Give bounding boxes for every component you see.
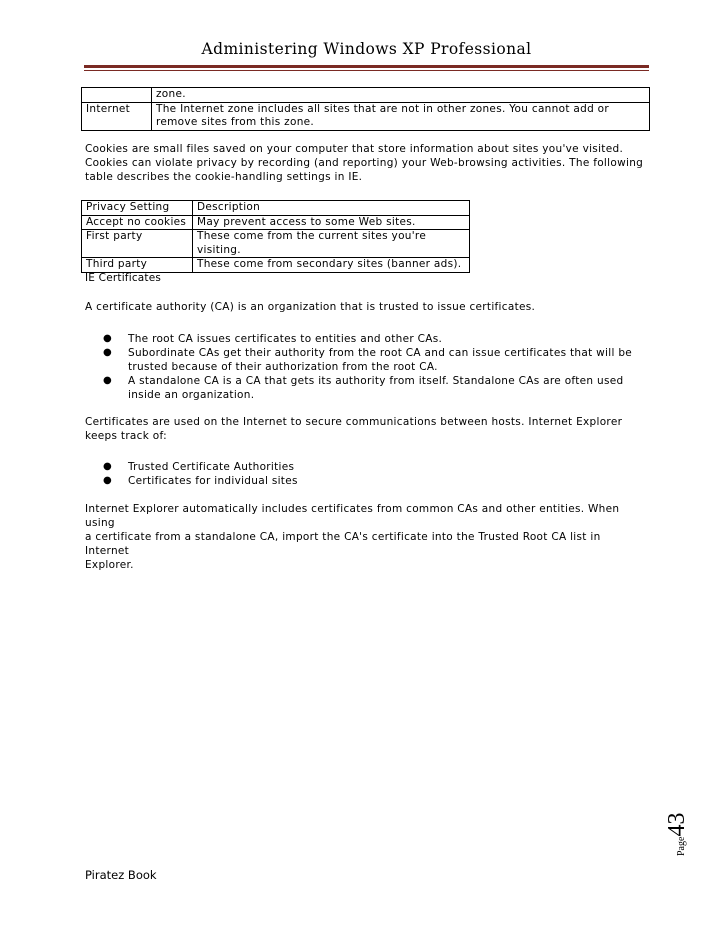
privacy-description-cell: These come from the current sites you're visiting. — [193, 230, 470, 258]
page-number-rotated — [664, 813, 691, 856]
list-item — [85, 474, 645, 488]
ca-bullet-list — [85, 332, 645, 402]
header-rule-thin — [84, 70, 649, 71]
list-item-line: trusted because of their authorization from the root CA. — [128, 361, 438, 373]
zones-table — [81, 87, 650, 131]
privacy-description-cell: These come from secondary sites (banner ads). — [193, 258, 470, 273]
tracking-paragraph — [85, 415, 645, 443]
list-item-line: Trusted Certificate Authorities — [128, 461, 295, 473]
cookies-paragraph — [85, 142, 645, 184]
zone-description-line: The Internet zone includes all sites that are not in other zones. You cannot add or — [156, 102, 610, 115]
closing-paragraph — [85, 502, 645, 572]
zone-description-line: remove sites from this zone. — [156, 116, 315, 128]
zone-description-line: zone. — [156, 88, 186, 100]
bullet-icon: ● — [103, 347, 113, 358]
paragraph-line: a certificate from a standalone CA, import the CA's certificate into the Trusted Root CA list in Internet — [85, 531, 601, 557]
paragraph-line: Cookies are small files saved on your computer that store information about sites you've visited. — [85, 143, 624, 155]
list-item — [85, 374, 645, 402]
privacy-setting-cell: Accept no cookies — [82, 215, 193, 230]
table-header-row — [82, 201, 470, 216]
list-item-line: Subordinate CAs get their authority from the root CA and can issue certificates that will be — [128, 347, 633, 359]
paragraph-line: Certificates are used on the Internet to secure communications between hosts. Internet Explorer — [85, 416, 623, 428]
bullet-icon: ● — [103, 461, 113, 472]
privacy-description-cell: May prevent access to some Web sites. — [193, 215, 470, 230]
list-item-line: The root CA issues certificates to entities and other CAs. — [128, 333, 443, 345]
list-item-line: A standalone CA is a CA that gets its authority from itself. Standalone CAs are often used — [128, 375, 624, 387]
privacy-setting-cell: First party — [82, 230, 193, 258]
page-number-value: 43 — [664, 812, 690, 837]
section-heading-ie-certificates: IE Certificates — [85, 272, 162, 284]
paragraph-line: keeps track of: — [85, 430, 167, 442]
ca-intro-paragraph: A certificate authority (CA) is an organization that is trusted to issue certificates. — [85, 301, 536, 313]
privacy-setting-cell: Third party — [82, 258, 193, 273]
page-word: Page — [676, 836, 687, 856]
table-row — [82, 258, 470, 273]
header-rule — [84, 65, 649, 68]
zone-description-cell — [152, 102, 650, 130]
paragraph-line: Internet Explorer automatically includes certificates from common CAs and other entities. When using — [85, 503, 620, 529]
paragraph-line: Explorer. — [85, 559, 134, 571]
column-header-description: Description — [193, 201, 470, 216]
page-title: Administering Windows XP Professional — [201, 40, 532, 58]
paragraph-line: table describes the cookie-handling settings in IE. — [85, 171, 363, 183]
paragraph-line: Cookies can violate privacy by recording (and reporting) your Web-browsing activities. The following — [85, 157, 644, 169]
list-item — [85, 346, 645, 374]
table-row — [82, 215, 470, 230]
table-row — [82, 230, 470, 258]
zone-name-cell — [82, 88, 152, 103]
bullet-icon: ● — [103, 475, 113, 486]
list-item-line: Certificates for individual sites — [128, 475, 298, 487]
list-item-line: inside an organization. — [128, 389, 255, 401]
zone-name-cell: Internet — [82, 102, 152, 130]
footer-text: Piratez Book — [85, 868, 157, 882]
tracking-bullet-list — [85, 460, 645, 488]
column-header-privacy-setting: Privacy Setting — [82, 201, 193, 216]
table-row — [82, 88, 650, 103]
bullet-icon: ● — [103, 333, 113, 344]
list-item — [85, 332, 645, 346]
table-row — [82, 102, 650, 130]
bullet-icon: ● — [103, 375, 113, 386]
list-item — [85, 460, 645, 474]
privacy-settings-table — [81, 200, 470, 273]
page-number — [650, 790, 710, 870]
zone-description-cell — [152, 88, 650, 103]
